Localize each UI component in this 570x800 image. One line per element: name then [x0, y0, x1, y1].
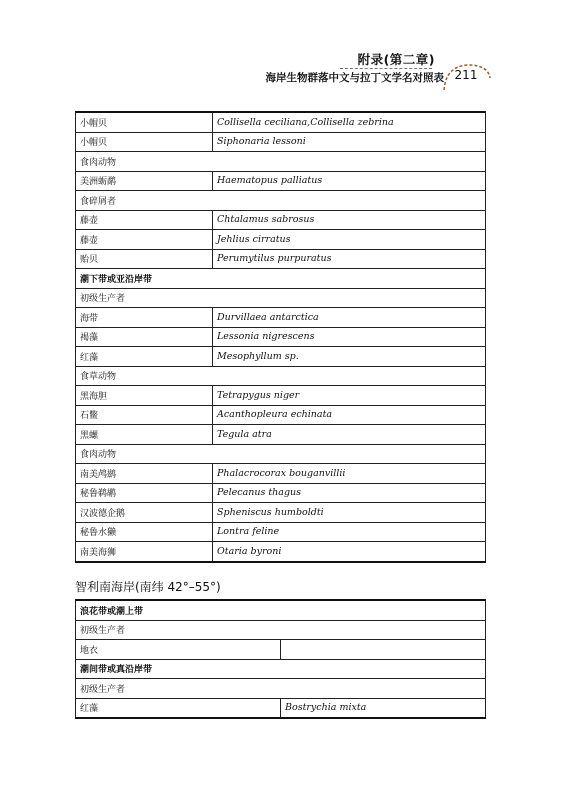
chinese-name-cell: 小帽贝 [76, 112, 213, 132]
table-row [76, 112, 486, 132]
latin-name-cell: Acanthopleura echinata [213, 405, 486, 425]
table-row [76, 503, 486, 523]
header-dashed-divider [340, 68, 432, 69]
chinese-name-cell: 黑海胆 [76, 386, 213, 406]
chinese-name-cell: 石鳖 [76, 405, 213, 425]
table-row [76, 327, 486, 347]
chinese-name-cell: 地衣 [76, 640, 281, 660]
table-row [76, 620, 486, 640]
chinese-name-cell: 藤壶 [76, 210, 213, 230]
table-row [76, 230, 486, 250]
latin-name-cell: Bostrychia mixta [281, 698, 486, 718]
latin-name-cell: Jehlius cirratus [213, 230, 486, 250]
table-row [76, 269, 486, 289]
species-table-1 [75, 111, 486, 563]
table-row [76, 444, 486, 464]
chinese-name-cell: 南美鸬鹚 [76, 464, 213, 484]
latin-name-cell: Otaria byroni [213, 542, 486, 562]
table-row [76, 308, 486, 328]
latin-name-cell: Chtalamus sabrosus [213, 210, 486, 230]
group-heading-cell: 食碎屑者 [76, 191, 486, 211]
chinese-name-cell: 小帽贝 [76, 132, 213, 152]
group-heading-cell: 初级生产者 [76, 288, 486, 308]
table-row [76, 210, 486, 230]
group-heading-cell: 食草动物 [76, 366, 486, 386]
zone-heading-cell: 潮间带或真沿岸带 [76, 659, 486, 679]
latin-name-cell: Siphonaria lessoni [213, 132, 486, 152]
latin-name-cell: Spheniscus humboldti [213, 503, 486, 523]
header-title: 附录(第二章) [357, 52, 435, 67]
table-row [76, 483, 486, 503]
table-row [76, 152, 486, 172]
latin-name-cell: Haematopus palliatus [213, 171, 486, 191]
latin-name-cell: Lessonia nigrescens [213, 327, 486, 347]
latin-name-cell: Mesophyllum sp. [213, 347, 486, 367]
species-table-2 [75, 599, 486, 719]
chinese-name-cell: 秘鲁水獭 [76, 522, 213, 542]
latin-name-cell: Durvillaea antarctica [213, 308, 486, 328]
table-row [76, 191, 486, 211]
table-row [76, 600, 486, 620]
group-heading-cell: 初级生产者 [76, 620, 486, 640]
table-row [76, 464, 486, 484]
chinese-name-cell: 汉波德企鹅 [76, 503, 213, 523]
latin-name-cell: Tegula atra [213, 425, 486, 445]
table-row [76, 366, 486, 386]
chinese-name-cell: 藤壶 [76, 230, 213, 250]
table-row [76, 425, 486, 445]
section-title: 智利南海岸(南纬 42°–55°) [75, 580, 221, 594]
table-row [76, 249, 486, 269]
table-row [76, 542, 486, 562]
group-heading-cell: 食肉动物 [76, 444, 486, 464]
page-number: 211 [454, 68, 478, 82]
chinese-name-cell: 红藻 [76, 698, 281, 718]
latin-name-cell: Lontra feline [213, 522, 486, 542]
table-row [76, 288, 486, 308]
latin-name-cell [281, 640, 486, 660]
latin-name-cell: Perumytilus purpuratus [213, 249, 486, 269]
zone-heading-cell: 浪花带或潮上带 [76, 600, 486, 620]
header-subtitle: 海岸生物群落中文与拉丁文学名对照表 [265, 72, 444, 84]
table-row [76, 640, 486, 660]
group-heading-cell: 食肉动物 [76, 152, 486, 172]
latin-name-cell: Tetrapygus niger [213, 386, 486, 406]
chinese-name-cell: 南美海狮 [76, 542, 213, 562]
latin-name-cell: Collisella ceciliana,Collisella zebrina [213, 112, 486, 132]
table-row [76, 522, 486, 542]
chinese-name-cell: 秘鲁鹈鹕 [76, 483, 213, 503]
table-row [76, 659, 486, 679]
table-row [76, 386, 486, 406]
table-row [76, 405, 486, 425]
table-row [76, 347, 486, 367]
chinese-name-cell: 黑螺 [76, 425, 213, 445]
chinese-name-cell: 褐藻 [76, 327, 213, 347]
group-heading-cell: 初级生产者 [76, 679, 486, 699]
chinese-name-cell: 贻贝 [76, 249, 213, 269]
table-row [76, 171, 486, 191]
table-row [76, 132, 486, 152]
latin-name-cell: Pelecanus thagus [213, 483, 486, 503]
table-row [76, 698, 486, 718]
latin-name-cell: Phalacrocorax bouganvillii [213, 464, 486, 484]
zone-heading-cell: 潮下带或亚沿岸带 [76, 269, 486, 289]
chinese-name-cell: 红藻 [76, 347, 213, 367]
table-row [76, 679, 486, 699]
chinese-name-cell: 美洲蛎鹬 [76, 171, 213, 191]
chinese-name-cell: 海带 [76, 308, 213, 328]
